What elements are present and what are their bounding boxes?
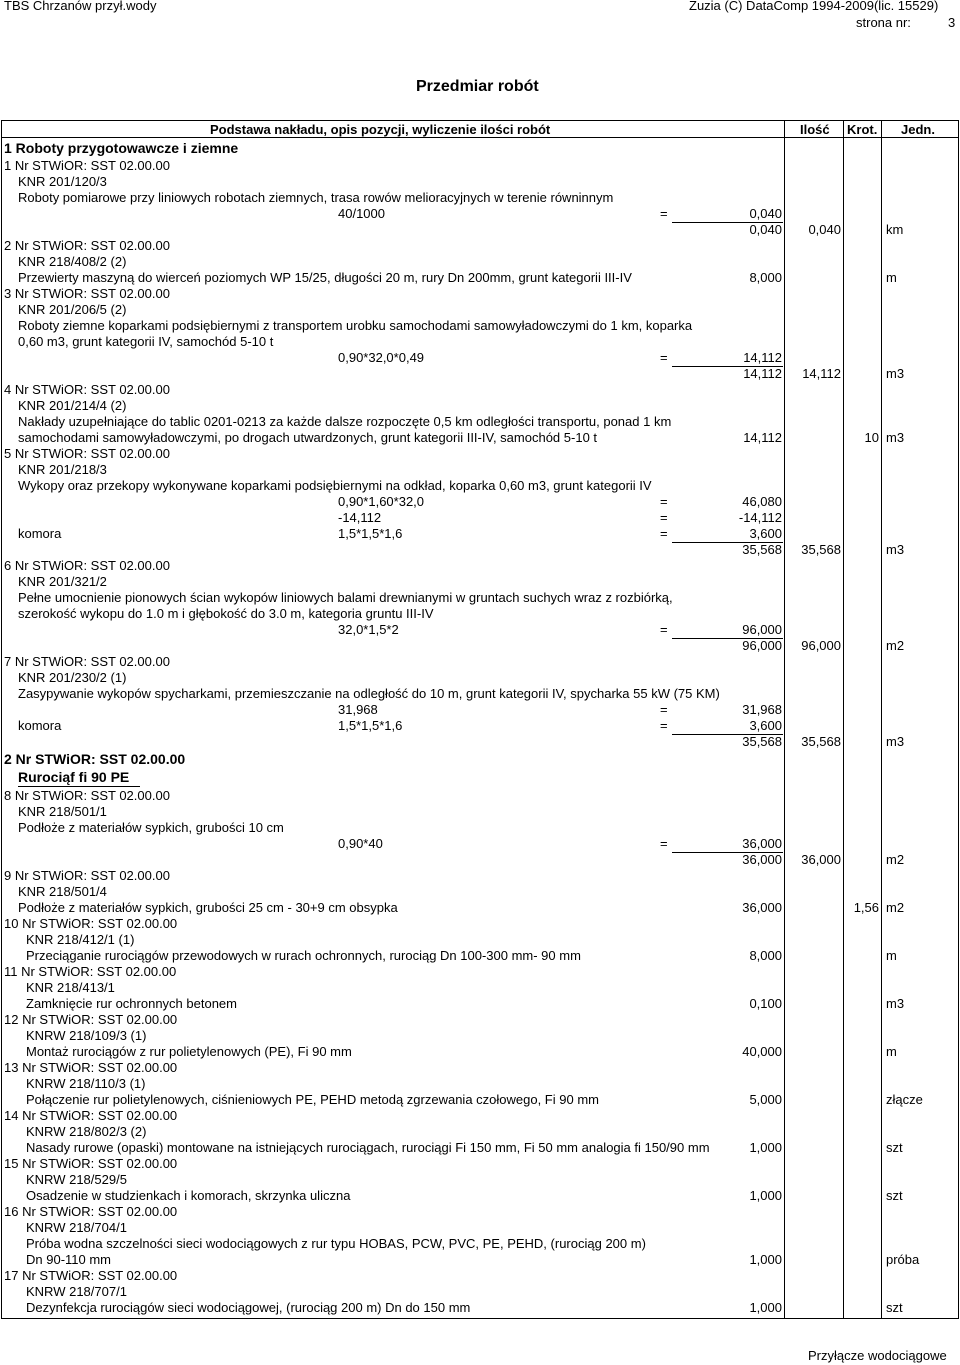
- item-desc: Nasady rurowe (opaski) montowane na istniejących rurociągach, rurociągi Fi 150 mm, Fi 50 mm analogia fi 150/90 mm: [26, 1140, 710, 1155]
- item-nr: 8 Nr STWiOR: SST 02.00.00: [4, 788, 170, 803]
- item-mult: 1,56: [853, 900, 879, 915]
- calc-value: 31,968: [742, 702, 782, 717]
- item-desc: Podłoże z materiałów sypkich, grubości 10 cm: [18, 820, 284, 835]
- item-qty: 8,000: [749, 948, 782, 963]
- item-knr: KNRW 218/707/1: [26, 1284, 127, 1299]
- item-unit: m2: [886, 638, 905, 653]
- section-nr: 2 Nr STWiOR: SST 02.00.00: [4, 751, 186, 767]
- item-qty: 8,000: [749, 270, 782, 285]
- calc-expr: 0,90*32,0*0,49: [338, 350, 425, 365]
- item-unit: szt: [886, 1300, 903, 1315]
- item-unit: m: [886, 1044, 897, 1059]
- item-nr: 2 Nr STWiOR: SST 02.00.00: [4, 238, 170, 253]
- calc-expr: 1,5*1,5*1,6: [338, 526, 403, 541]
- item-desc: Wykopy oraz przekopy wykonywane koparkami podsiębiernymi na odkład, koparka 0,60 m3, grunt kategorii IV: [18, 478, 652, 493]
- col-divider-mult: [843, 120, 844, 1318]
- calc-value: 0,040: [749, 206, 782, 221]
- item-knr: KNRW 218/529/5: [26, 1172, 127, 1187]
- calc-eq: =: [660, 350, 668, 365]
- item-desc: samochodami samowyładowczymi, po drogach utwardzonych, grunt kategorii III-IV, samochód 5-10 t: [18, 430, 598, 445]
- col-header-unit: Jedn.: [901, 122, 935, 137]
- col-header-mult: Krot.: [847, 122, 878, 137]
- item-knr: KNRW 218/704/1: [26, 1220, 127, 1235]
- item-qty: 1,000: [749, 1300, 782, 1315]
- item-desc: Pełne umocnienie pionowych ścian wykopów liniowych balami drewnianymi w gruntach suchych wraz z rozbiórką,: [18, 590, 673, 605]
- item-unit: m2: [886, 900, 905, 915]
- calc-expr: -14,112: [338, 510, 382, 525]
- item-knr: KNR 201/230/2 (1): [18, 670, 127, 685]
- calc-eq: =: [660, 510, 668, 525]
- item-knr: KNR 201/218/3: [18, 462, 107, 477]
- document-title: Przedmiar robót: [416, 78, 539, 95]
- calc-value: 14,112: [743, 350, 782, 365]
- item-nr: 10 Nr STWiOR: SST 02.00.00: [4, 916, 178, 931]
- header-divider: [1, 137, 959, 138]
- item-unit: m2: [886, 852, 905, 867]
- item-unit: km: [886, 222, 904, 237]
- item-desc: Podłoże z materiałów sypkich, grubości 25 cm - 30+9 cm obsypka: [18, 900, 398, 915]
- item-nr: 1 Nr STWiOR: SST 02.00.00: [4, 158, 170, 173]
- item-desc: Roboty ziemne koparkami podsiębiernymi z transportem urobku samochodami samowyładowczymi do 1 km, koparka: [18, 318, 693, 333]
- calc-label: komora: [18, 526, 62, 541]
- item-nr: 16 Nr STWiOR: SST 02.00.00: [4, 1204, 178, 1219]
- item-qty: 96,000: [801, 638, 841, 653]
- item-knr: KNR 218/408/2 (2): [18, 254, 127, 269]
- item-desc: Połączenie rur polietylenowych, ciśnieniowych PE, PEHD metodą zgrzewania czołowego, Fi 90 mm: [26, 1092, 599, 1107]
- calc-sum: 0,040: [749, 222, 782, 237]
- item-knr: KNR 218/501/4: [18, 884, 107, 899]
- item-unit: szt: [886, 1188, 903, 1203]
- item-qty: 36,000: [742, 900, 782, 915]
- item-desc: Przewierty maszyną do wierceń poziomych WP 15/25, długości 20 m, rury Dn 200mm, grunt kategorii III-IV: [18, 270, 632, 285]
- item-mult: 10: [864, 430, 879, 445]
- calc-eq: =: [660, 702, 668, 717]
- item-desc: Osadzenie w studzienkach i komorach, skrzynka uliczna: [26, 1188, 351, 1203]
- calc-eq: =: [660, 718, 668, 733]
- section-title: 1 Roboty przygotowawcze i ziemne: [4, 140, 239, 156]
- item-qty: 36,000: [801, 852, 841, 867]
- item-unit: m3: [886, 996, 905, 1011]
- item-desc: Dn 90-110 mm: [26, 1252, 112, 1267]
- item-knr: KNR 201/214/4 (2): [18, 398, 127, 413]
- calc-sum: 96,000: [742, 638, 782, 653]
- calc-value: -14,112: [738, 510, 782, 525]
- item-qty: 1,000: [749, 1188, 782, 1203]
- item-desc: Roboty pomiarowe przy liniowych robotach ziemnych, trasa rowów melioracyjnych w terenie równinnym: [18, 190, 614, 205]
- item-nr: 4 Nr STWiOR: SST 02.00.00: [4, 382, 170, 397]
- calc-expr: 1,5*1,5*1,6: [338, 718, 403, 733]
- calc-expr: 0,90*40: [338, 836, 383, 851]
- item-nr: 14 Nr STWiOR: SST 02.00.00: [4, 1108, 178, 1123]
- page-label: strona nr:: [856, 15, 911, 30]
- calc-expr: 40/1000: [338, 206, 385, 221]
- item-unit: m3: [886, 366, 905, 381]
- item-knr: KNR 218/501/1: [18, 804, 107, 819]
- item-qty: 5,000: [749, 1092, 782, 1107]
- calc-sum: 35,568: [742, 542, 782, 557]
- item-knr: KNRW 218/110/3 (1): [26, 1076, 146, 1091]
- item-qty: 0,040: [808, 222, 841, 237]
- item-unit: szt: [886, 1140, 903, 1155]
- calc-value: 96,000: [742, 622, 782, 637]
- item-desc: Montaż rurociągów z rur polietylenowych (PE), Fi 90 mm: [26, 1044, 352, 1059]
- item-unit: m: [886, 270, 897, 285]
- calc-expr: 31,968: [338, 702, 378, 717]
- calc-value: 3,600: [749, 718, 782, 733]
- calc-value: 36,000: [742, 836, 782, 851]
- item-desc: Dezynfekcja rurociągów sieci wodociągowej, (rurociąg 200 m) Dn do 150 mm: [26, 1300, 471, 1315]
- item-knr: KNRW 218/802/3 (2): [26, 1124, 147, 1139]
- item-nr: 12 Nr STWiOR: SST 02.00.00: [4, 1012, 178, 1027]
- software-info: Zuzia (C) DataComp 1994-2009(lic. 15529): [689, 0, 939, 13]
- col-divider-unit: [881, 120, 882, 1318]
- section-title-underline: [18, 786, 140, 787]
- item-nr: 13 Nr STWiOR: SST 02.00.00: [4, 1060, 178, 1075]
- item-qty: 1,000: [749, 1252, 782, 1267]
- item-desc: Próba wodna szczelności sieci wodociągowych z rur typu HOBAS, PCW, PVC, PE, PEHD, (rurociąg 200 m): [26, 1236, 646, 1251]
- col-divider-qty: [784, 120, 785, 1318]
- item-qty: 1,000: [749, 1140, 782, 1155]
- calc-eq: =: [660, 206, 668, 221]
- item-unit: m3: [886, 430, 905, 445]
- page-number: 3: [948, 15, 956, 30]
- item-qty: 14,112: [802, 366, 841, 381]
- company-name: TBS Chrzanów przył.wody: [4, 0, 157, 13]
- item-unit: m3: [886, 542, 905, 557]
- calc-sum: 35,568: [742, 734, 782, 749]
- item-nr: 17 Nr STWiOR: SST 02.00.00: [4, 1268, 178, 1283]
- calc-eq: =: [660, 622, 668, 637]
- item-unit: m: [886, 948, 897, 963]
- item-desc: Zamknięcie rur ochronnych betonem: [26, 996, 237, 1011]
- item-nr: 3 Nr STWiOR: SST 02.00.00: [4, 286, 170, 301]
- item-unit: m3: [886, 734, 905, 749]
- section-title: Rurociąf fi 90 PE: [18, 769, 130, 785]
- item-nr: 11 Nr STWiOR: SST 02.00.00: [4, 964, 177, 979]
- item-nr: 6 Nr STWiOR: SST 02.00.00: [4, 558, 170, 573]
- col-header-basis: Podstawa nakładu, opis pozycji, wyliczenie ilości robót: [210, 122, 551, 137]
- item-nr: 15 Nr STWiOR: SST 02.00.00: [4, 1156, 178, 1171]
- item-knr: KNRW 218/109/3 (1): [26, 1028, 147, 1043]
- item-qty: 35,568: [801, 734, 841, 749]
- item-knr: KNR 218/412/1 (1): [26, 932, 135, 947]
- calc-label: komora: [18, 718, 62, 733]
- item-qty: 14,112: [743, 430, 782, 445]
- item-unit: złącze: [886, 1092, 923, 1107]
- item-desc: szerokość wykopu do 1.0 m i głębokość do 3.0 m, kategoria gruntu III-IV: [18, 606, 434, 621]
- calc-eq: =: [660, 494, 668, 509]
- item-unit: próba: [886, 1252, 920, 1267]
- page-footer: Przyłącze wodociągowe: [808, 1348, 947, 1363]
- calc-sum: 36,000: [742, 852, 782, 867]
- item-nr: 7 Nr STWiOR: SST 02.00.00: [4, 654, 170, 669]
- item-desc: Nakłady uzupełniające do tablic 0201-0213 za każde dalsze rozpoczęte 0,5 km odległości transportu, ponad 1 km: [18, 414, 672, 429]
- calc-sum: 14,112: [743, 366, 782, 381]
- item-knr: KNR 201/321/2: [18, 574, 107, 589]
- item-knr: KNR 201/206/5 (2): [18, 302, 127, 317]
- calc-eq: =: [660, 526, 668, 541]
- item-desc: Przeciąganie rurociągów przewodowych w rurach ochronnych, rurociąg Dn 100-300 mm- 90 mm: [26, 948, 581, 963]
- item-qty: 0,100: [749, 996, 782, 1011]
- item-desc: Zasypywanie wykopów spycharkami, przemieszczanie na odległość do 10 m, grunt kategorii IV, spycharka 55 kW (75 KM): [18, 686, 720, 701]
- calc-expr: 32,0*1,5*2: [338, 622, 399, 637]
- item-qty: 35,568: [801, 542, 841, 557]
- calc-value: 46,080: [742, 494, 782, 509]
- item-nr: 5 Nr STWiOR: SST 02.00.00: [4, 446, 170, 461]
- item-knr: KNR 218/413/1: [26, 980, 115, 995]
- calc-value: 3,600: [749, 526, 782, 541]
- item-nr: 9 Nr STWiOR: SST 02.00.00: [4, 868, 170, 883]
- calc-eq: =: [660, 836, 668, 851]
- col-header-qty: Ilość: [800, 122, 830, 137]
- item-knr: KNR 201/120/3: [18, 174, 107, 189]
- calc-expr: 0,90*1,60*32,0: [338, 494, 425, 509]
- item-qty: 40,000: [742, 1044, 782, 1059]
- item-desc: 0,60 m3, grunt kategorii IV, samochód 5-10 t: [18, 334, 274, 349]
